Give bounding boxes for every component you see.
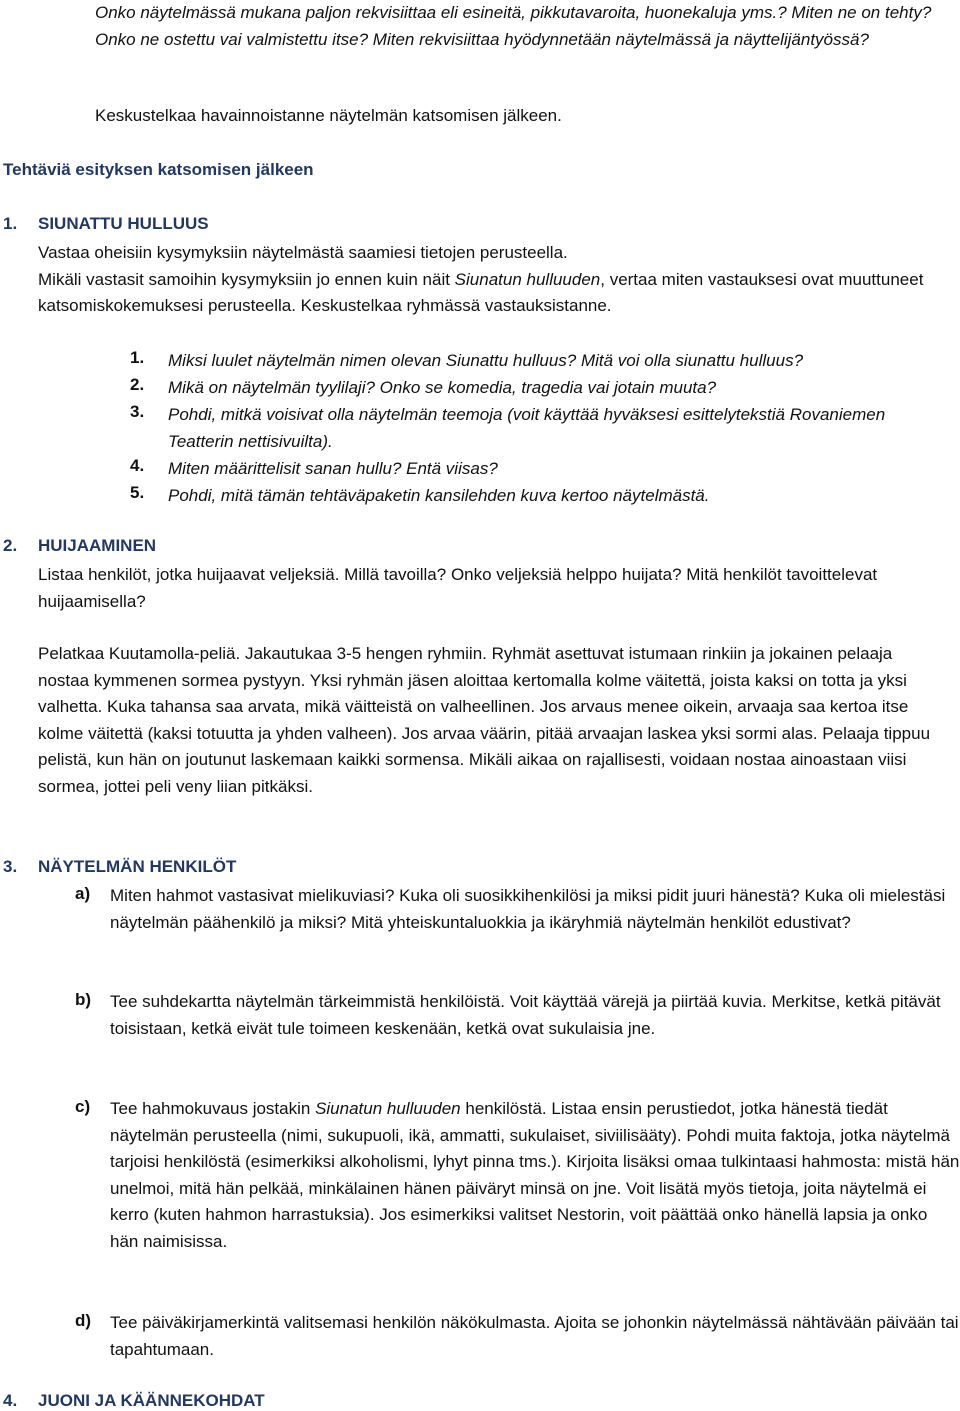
section-4-title: JUONI JA KÄÄNNEKOHDAT xyxy=(38,1391,265,1410)
section-1-line1: Vastaa oheisiin kysymyksiin näytelmästä saamiesi tietojen perusteella. xyxy=(38,243,568,262)
item-d-text: Tee päiväkirjamerkintä valitsemasi henkilön näkökulmasta. Ajoita se johonkin näytelmässä nähtävään päivään tai tapahtumaan. xyxy=(110,1313,959,1359)
intro-question: Onko näytelmässä mukana paljon rekvisiittaa eli esineitä, pikkutavaroita, huonekaluja yms.? Miten ne on tehty? Onko ne ostettu vai valmistettu itse? Miten rekvisiittaa hyödynnetään näytelmässä ja näyttelijäntyössä? xyxy=(95,3,932,49)
section-2-title: HUIJAAMINEN xyxy=(38,536,157,555)
section-heading: Tehtäviä esityksen katsomisen jälkeen xyxy=(3,160,314,179)
question-number: 2. xyxy=(130,375,145,394)
section-3-number: 3. xyxy=(3,857,18,876)
section-2-number: 2. xyxy=(3,536,18,555)
play-title: Siunatun hulluuden xyxy=(315,1099,461,1118)
item-a-label: a) xyxy=(75,884,91,903)
item-b-text: Tee suhdekartta näytelmän tärkeimmistä henkilöistä. Voit käyttää värejä ja piirtää kuvia. Merkitse, ketkä pitävät toisistaan, ketkä eivät tule toimeen keskenään, ketkä ovat sukulaisia jne. xyxy=(110,992,941,1038)
question-text: Mikä on näytelmän tyylilaji? Onko se komedia, tragedia vai jotain muuta? xyxy=(168,378,717,397)
item-b-label: b) xyxy=(75,990,92,1009)
item-a-text: Miten hahmot vastasivat mielikuviasi? Kuka oli suosikkihenkilösi ja miksi pidit juuri hänestä? Kuka oli mielestäsi näytelmän päähenkilö ja miksi? Mitä yhteiskuntaluokkia ja ikäryhmiä näytelmän henkilöt edustivat? xyxy=(110,886,946,932)
question-number: 5. xyxy=(130,483,145,502)
section-1-number: 1. xyxy=(3,214,18,233)
question-number: 3. xyxy=(130,402,145,421)
item-c-label: c) xyxy=(75,1097,91,1116)
intro-discuss: Keskustelkaa havainnoistanne näytelmän katsomisen jälkeen. xyxy=(95,106,562,125)
item-c-text: Tee hahmokuvaus jostakin Siunatun hulluuden henkilöstä. Listaa ensin perustiedot, jotka hänestä tiedät näytelmän perusteella (nimi, sukupuoli, ikä, ammatti, sukulaiset, siviilisääty). Pohdi muita faktoja, jotka näytelmä tarjoisi henkilöstä (esimerkiksi alkoholismi, lyhyt pinna tms.). Kirjoita lisäksi omaa tulkintaasi hahmosta: mistä hän unelmoi, mitä hän pelkää, minkälainen hänen päiväryt minsä on jne. Voit lisätä myös tietoja, joita näytelmä ei kerro (kuten hahmon harrastuksia). Jos esimerkiksi valitset Nestorin, voit päättää onko hänellä lapsia ja onko hän naimisissa. xyxy=(110,1099,960,1251)
section-1-title: SIUNATTU HULLUUS xyxy=(38,214,209,233)
section-3-title: NÄYTELMÄN HENKILÖT xyxy=(38,857,237,876)
section-4-number: 4. xyxy=(3,1391,18,1410)
section-2-paragraph-2: Pelatkaa Kuutamolla-peliä. Jakautukaa 3-5 hengen ryhmiin. Ryhmät asettuvat istumaan rinkiin ja jokainen pelaaja nostaa kymmenen sormea pystyyn. Yksi ryhmän jäsen aloittaa kertomalla kolme väitettä, joista kaksi on totta ja yksi valhetta. Kuka tahansa saa arvata, mikä väitteistä on valheellinen. Jos arvaus menee oikein, arvaaja saa kertoa itse kolme väitettä (kaksi totuutta ja yhden valheen). Jos arvaa väärin, pitää arvaajan laskea yksi sormi alas. Pelaaja tippuu pelistä, kun hän on joutunut laskemaan kaikki sormensa. Mikäli aikaa on rajallisesti, voidaan nostaa ainoastaan viisi sormea, jottei peli veny liian pitkäksi. xyxy=(38,644,931,796)
question-text: Pohdi, mitkä voisivat olla näytelmän teemoja (voit käyttää hyväksesi esittelytekstiä Rovaniemen Teatterin nettisivuilta). xyxy=(168,405,886,451)
section-2-paragraph-1: Listaa henkilöt, jotka huijaavat veljeksiä. Millä tavoilla? Onko veljeksiä helppo huijata? Mitä henkilöt tavoittelevat huijaamisella? xyxy=(38,565,878,611)
question-text: Pohdi, mitä tämän tehtäväpaketin kansilehden kuva kertoo näytelmästä. xyxy=(168,486,710,505)
question-text: Miksi luulet näytelmän nimen olevan Siunattu hulluus? Mitä voi olla siunattu hulluus? xyxy=(168,351,804,370)
play-title: Siunatun hulluuden xyxy=(454,269,601,289)
question-number: 1. xyxy=(130,348,145,367)
question-number: 4. xyxy=(130,456,145,475)
item-d-label: d) xyxy=(75,1311,92,1330)
section-1-text xyxy=(38,240,938,320)
question-text: Miten määrittelisit sanan hullu? Entä viisas? xyxy=(168,459,498,478)
section-1-paragraph: Mikäli vastasit samoihin kysymyksiin jo ennen kuin näit Siunatun hulluuden, vertaa miten vastauksesi ovat muuttuneet katsomiskokemuksesi perusteella. Keskustelkaa ryhmässä vastauksistanne. xyxy=(38,269,924,315)
